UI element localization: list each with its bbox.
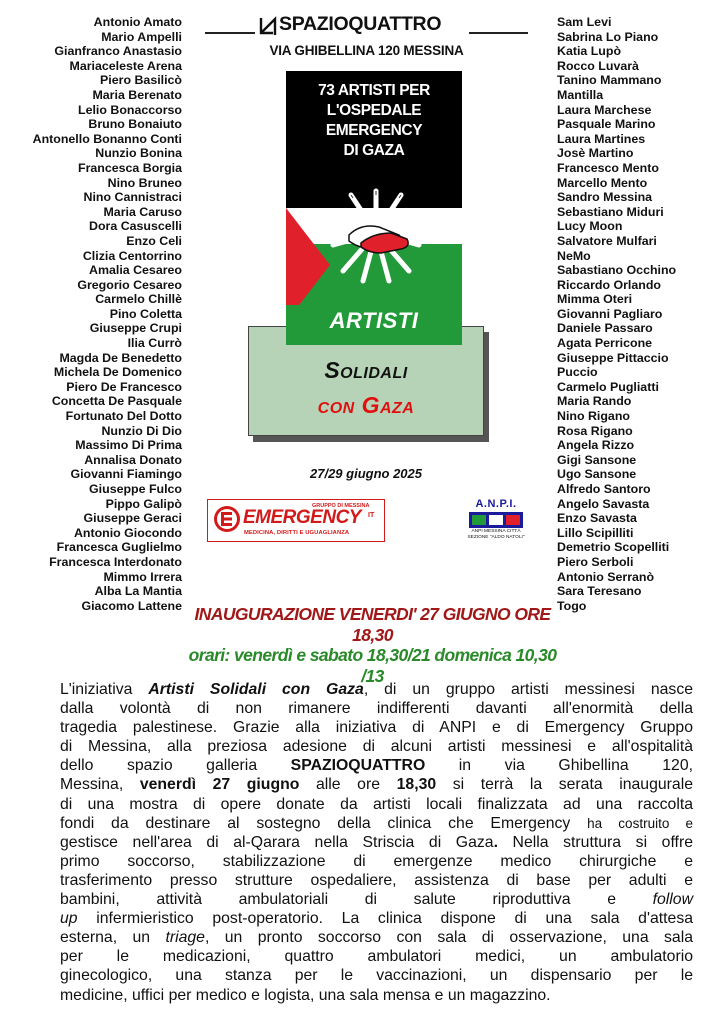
emergency-subtitle: MEDICINA, DIRITTI E UGUAGLIANZA — [244, 530, 350, 536]
artist-name: Sara Teresano — [557, 584, 642, 599]
emergency-e-icon — [212, 504, 242, 534]
artist-name: Tanino Mammano — [557, 73, 662, 88]
artist-name: Nino Bruneo — [107, 175, 182, 190]
artist-name: Mantilla — [557, 87, 604, 102]
artist-name: Togo — [557, 598, 587, 613]
poster-title-line: 73 ARTISTI PER — [318, 82, 430, 99]
artist-name: Alba La Mantia — [94, 584, 182, 599]
anpi-flag-icon — [469, 512, 523, 528]
opening-hours: orari: venerdì e sabato 18,30/21 domenica 10,30 /13 — [188, 645, 557, 686]
artist-name: Demetrio Scopelliti — [557, 540, 670, 555]
artist-name: Giacomo Lattene — [81, 598, 182, 613]
text-line: gestisce nell'area di al-Qarara nella Striscia di Gaza. Nella struttura si offre — [60, 833, 693, 851]
poster-title-line: DI GAZA — [343, 142, 405, 159]
solidali-label: Solidali — [324, 357, 408, 383]
artist-name: Annalisa Donato — [84, 452, 182, 467]
artist-name: Giuseppe Fulco — [89, 482, 182, 496]
text-line: medicine, uffici per medico e logista, una sala mensa e un magazzino. — [60, 986, 551, 1004]
con-gaza-label: con Gaza — [317, 392, 415, 418]
artist-name: Pasquale Marino — [557, 117, 656, 132]
emergency-group-label: GRUPPO DI MESSINA — [312, 503, 370, 509]
text-line: per le medicazioni, quattro ambulatori medici, un ambulatorio — [60, 948, 693, 966]
anpi-logo — [464, 498, 528, 542]
artist-name: Bruno Bonaiuto — [88, 117, 182, 132]
artist-name: Piero De Francesco — [66, 379, 182, 394]
artist-name: Giovanni Pagliaro — [557, 306, 663, 321]
artist-name: Nunzio Bonina — [95, 146, 182, 161]
artist-name: Enzo Savasta — [557, 511, 637, 526]
artist-name: Alfredo Santoro — [557, 482, 651, 496]
artist-name: Enzo Celi — [126, 233, 182, 248]
spazioquattro-logo-icon — [258, 16, 278, 36]
artist-name: Carmelo Chillè — [95, 292, 182, 307]
artist-name: Rosa Rigano — [557, 423, 633, 438]
artist-name: Piero Basilicò — [100, 73, 182, 88]
artist-name: Concetta De Pasquale — [51, 394, 182, 409]
artist-name: Salvatore Mulfari — [557, 233, 657, 248]
description-paragraph — [60, 680, 693, 1005]
artist-name: Sabastiano Occhino — [557, 263, 677, 278]
poster — [286, 71, 462, 322]
artist-name: Sam Levi — [557, 15, 612, 29]
artist-name: Rocco Luvarà — [557, 58, 639, 73]
artist-name: Massimo Di Prima — [75, 438, 182, 453]
artist-name: Pippo Galipò — [105, 496, 182, 511]
artist-name: Puccio — [557, 365, 598, 380]
artist-name: NeMo — [557, 248, 591, 263]
artist-name: Mimma Oteri — [557, 292, 633, 307]
text-line: esterna, un triage, un pronto soccorso con sala di osservazione, una sala — [60, 929, 693, 947]
artist-name: Agata Perricone — [557, 336, 653, 351]
artist-name: Angelo Savasta — [557, 496, 650, 511]
artist-name: Dora Casuscelli — [89, 219, 182, 234]
artist-name: Nino Rigano — [557, 409, 630, 424]
artist-name: Piero Serboli — [557, 554, 634, 569]
venue-name: SPAZIOQUATTRO — [279, 13, 442, 35]
artist-name: Antonio Giocondo — [73, 525, 182, 540]
artist-name: Ugo Sansone — [557, 467, 637, 482]
artist-name: Clizia Centorrino — [82, 248, 182, 263]
venue-rule-left — [205, 32, 255, 34]
emergency-it-label: IT — [368, 512, 375, 519]
artist-name: Maria Berenato — [92, 87, 182, 102]
artist-name: Pino Coletta — [109, 306, 182, 321]
venue-header — [205, 10, 528, 40]
artist-name: Antonio Amato — [93, 15, 182, 29]
artist-name: Katia Lupò — [557, 44, 622, 59]
artist-name: Nunzio Di Dio — [101, 423, 182, 438]
artist-name: Maria Caruso — [103, 204, 182, 219]
artist-name: Sandro Messina — [557, 190, 653, 205]
anpi-section-name: SEZIONE "ALDO NATOLI" — [467, 535, 525, 540]
text-line: ginecologico, una stanza per le vaccinazioni, un dispensario per le — [60, 967, 693, 985]
artist-name: Antonello Bonanno Conti — [32, 131, 182, 146]
artist-name: Gianfranco Anastasio — [54, 44, 182, 59]
poster-title — [286, 81, 462, 161]
artist-name: Maria Rando — [557, 394, 632, 409]
text-line: trasferimento presso strutture ospedaliere, assistenza di base per adulti e — [60, 871, 693, 889]
artist-name: Laura Marchese — [557, 102, 652, 117]
artist-name: Fortunato Del Dotto — [65, 409, 182, 424]
text-line: di Messina, alla preziosa adesione di alcuni artisti messinesi e all'ospitalità — [60, 738, 693, 756]
artist-name: Gregorio Cesareo — [77, 277, 182, 292]
artist-name: Michela De Domenico — [53, 365, 182, 380]
artist-list-right — [557, 15, 676, 613]
artist-name: Antonio Serranò — [557, 569, 655, 584]
artist-name: Francesca Borgia — [78, 160, 182, 175]
artist-name: Lucy Moon — [557, 219, 623, 234]
poster-title-line: L'OSPEDALE — [326, 102, 422, 119]
artist-name: Giovanni Fiamingo — [70, 467, 182, 482]
text-line: dello spazio galleria SPAZIOQUATTRO in via Ghibellina 120, — [60, 757, 693, 775]
artist-name: Nino Cannistraci — [83, 190, 182, 205]
artist-name: Josè Martino — [557, 146, 634, 161]
artist-name: Sebastiano Miduri — [557, 204, 664, 219]
artist-name: Lillo Scipilliti — [557, 525, 634, 540]
text-line: up infermieristico post-operatorio. La clinica dispone di una sala d'attesa — [60, 910, 693, 928]
artist-name: Francesca Interdonato — [49, 554, 182, 569]
text-line: di una mostra di opere donate da artisti locali finalizzata ad una raccolta — [60, 795, 693, 813]
anpi-title: A.N.P.I. — [475, 498, 517, 510]
artisti-label: ARTISTI — [329, 308, 419, 333]
venue-address: VIA GHIBELLINA 120 MESSINA — [269, 43, 464, 58]
text-line: primo soccorso, stabilizzazione di emergenze medico chirurgiche e — [60, 852, 693, 870]
artist-name: Magda De Benedetto — [59, 350, 182, 365]
artist-name: Ilia Currò — [127, 336, 182, 351]
artist-name: Riccardo Orlando — [557, 277, 661, 292]
artist-name: Mario Ampelli — [101, 29, 182, 44]
text-line: dalla volontà di non rimanere indifferenti davanti all'enormità della — [60, 700, 693, 718]
artist-name: Mariaceleste Arena — [69, 58, 182, 73]
text-line: bambini, attività ambulatoriali di salute riproduttiva e follow — [60, 891, 693, 909]
artist-list-left — [33, 15, 182, 613]
text-line: Messina, venerdì 27 giugno alle ore 18,30 si terrà la serata inaugurale — [60, 776, 693, 794]
poster-title-line: EMERGENCY — [325, 122, 423, 139]
inauguration-banner: INAUGURAZIONE VENERDI' 27 GIUGNO ORE 18,30 — [194, 604, 551, 645]
artist-name: Francesca Guglielmo — [56, 540, 182, 555]
artist-name: Amalia Cesareo — [89, 263, 182, 278]
emergency-logo — [207, 499, 385, 542]
handshake-pencils-icon — [321, 183, 431, 293]
text-line: fondi da destinare al sostegno della clinica che Emergency ha costruito e — [60, 814, 694, 832]
text-line: L'iniziativa Artisti Solidali con Gaza, di un gruppo artisti messinesi nasce — [60, 681, 694, 698]
artist-name: Mimmo Irrera — [103, 569, 182, 584]
artist-name: Angela Rizzo — [557, 438, 635, 453]
text-line: tragedia palestinese. Grazie alla iniziativa di ANPI e di Emergency Gruppo — [60, 719, 693, 737]
artist-name: Laura Martines — [557, 131, 646, 146]
artist-name: Giuseppe Geraci — [83, 511, 182, 526]
artist-name: Daniele Passaro — [557, 321, 653, 336]
anpi-section-label: ANPI MESSINA CITTÀ — [471, 529, 521, 534]
artist-name: Giuseppe Pittaccio — [557, 350, 669, 365]
event-dates: 27/29 giugno 2025 — [310, 466, 422, 481]
venue-rule-right — [469, 32, 528, 34]
artist-name: Marcello Mento — [557, 175, 648, 190]
artist-name: Carmelo Pugliatti — [557, 379, 659, 394]
artist-name: Lelio Bonaccorso — [78, 102, 182, 117]
emergency-wordmark: EMERGENCY — [243, 507, 361, 528]
artist-name: Gigi Sansone — [557, 452, 637, 467]
artist-name: Francesco Mento — [557, 160, 659, 175]
artist-name: Sabrina Lo Piano — [557, 29, 659, 44]
artist-name: Giuseppe Crupi — [89, 321, 182, 336]
